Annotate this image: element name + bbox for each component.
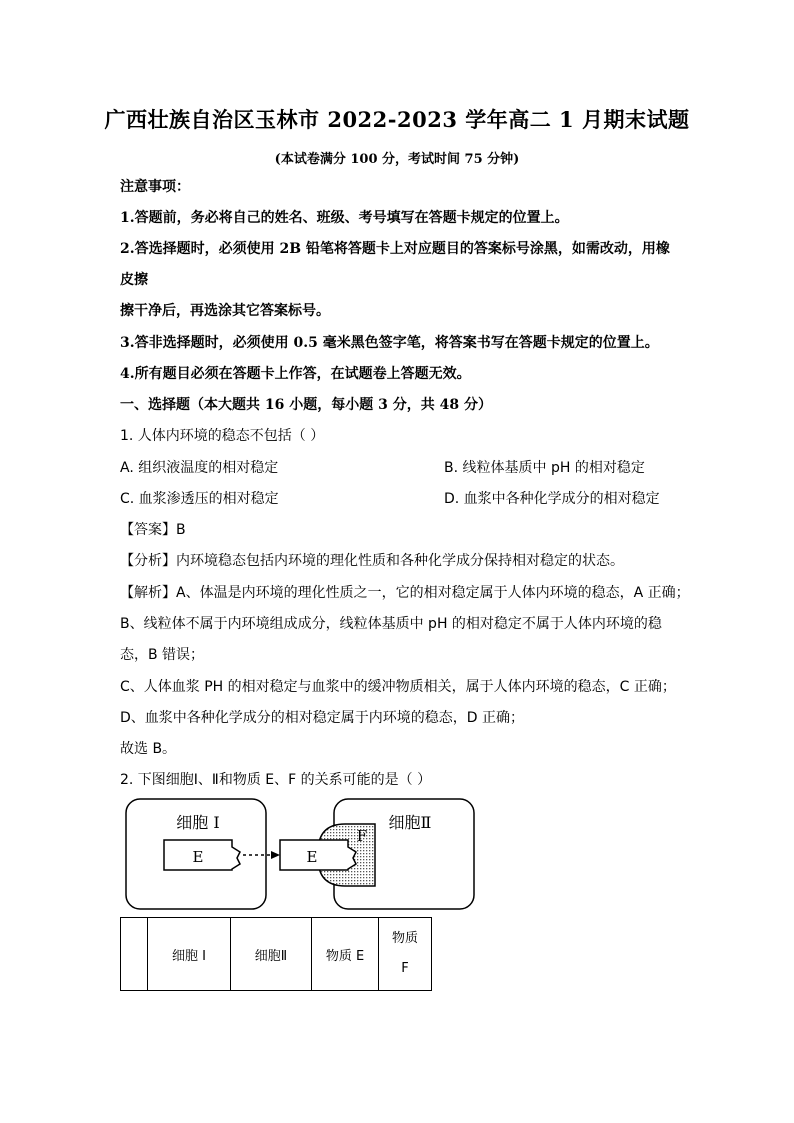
- page-subtitle: (本试卷满分 100 分，考试时间 75 分钟): [274, 152, 520, 167]
- notice-item: 皮擦: [120, 272, 148, 288]
- table-header-cell: 细胞Ⅱ: [231, 918, 312, 991]
- question-2-stem: 2. 下图细胞Ⅰ、Ⅱ和物质 E、F 的关系可能的是（ ）: [120, 772, 432, 788]
- question-1-option-a: A. 组织液温度的相对稳定: [120, 460, 279, 476]
- notice-item: 擦干净后，再选涂其它答案标号。: [120, 303, 330, 319]
- page-title: 广西壮族自治区玉林市 2022-2023 学年高二 1 月期末试题: [104, 107, 690, 132]
- table-header-cell: 细胞 I: [148, 918, 231, 991]
- question-1-explanation-line: 故选 B。: [120, 741, 177, 757]
- table-header-cell: 物质 E: [312, 918, 379, 991]
- notice-heading: 注意事项：: [120, 179, 190, 195]
- question-2-table: [120, 917, 432, 991]
- cell-1-label: 细胞 I: [176, 813, 220, 832]
- section-heading: 一、选择题（本大题共 16 小题，每小题 3 分，共 48 分）: [120, 397, 492, 413]
- table-header-row: [121, 918, 432, 991]
- substance-f-label: F: [356, 827, 368, 845]
- question-1-explanation-line: B、线粒体不属于内环境组成成分，线粒体基质中 pH 的相对稳定不属于人体内环境的稳: [120, 616, 662, 632]
- question-1-option-d: D. 血浆中各种化学成分的相对稳定: [444, 491, 660, 507]
- notice-item: 3.答非选择题时，必须使用 0.5 毫米黑色签字笔，将答案书写在答题卡规定的位置上。: [120, 335, 659, 351]
- question-1-analysis: 【分析】内环境稳态包括内环境的理化性质和各种化学成分保持相对稳定的状态。: [120, 553, 624, 569]
- question-1-explanation-line: 态，B 错误；: [120, 647, 205, 663]
- notice-item: 2.答选择题时，必须使用 2B 铅笔将答题卡上对应题目的答案标号涂黑，如需改动，用橡: [120, 241, 670, 257]
- substance-e-left-label: E: [192, 848, 204, 866]
- cell-2-label: 细胞Ⅱ: [388, 813, 432, 832]
- notice-item: 4.所有题目必须在答题卡上作答，在试题卷上答题无效。: [120, 366, 471, 382]
- substance-e-right-label: E: [306, 848, 318, 866]
- transport-arrow-head: [271, 851, 280, 859]
- cell-signal-diagram: [120, 796, 480, 914]
- question-1-option-b: B. 线粒体基质中 pH 的相对稳定: [444, 460, 645, 476]
- question-1-stem: 1. 人体内环境的稳态不包括（ ）: [120, 428, 325, 444]
- question-1-explanation-line: D、血浆中各种化学成分的相对稳定属于内环境的稳态，D 正确；: [120, 710, 525, 726]
- question-1-explanation-line: C、人体血浆 PH 的相对稳定与血浆中的缓冲物质相关，属于人体内环境的稳态，C 正确；: [120, 679, 676, 695]
- question-1-explanation-line: 【解析】A、体温是内环境的理化性质之一，它的相对稳定属于人体内环境的稳态，A 正确；: [120, 585, 690, 601]
- substance-e-right-shape: [280, 840, 356, 870]
- table-header-cell: 物质 F: [379, 918, 432, 991]
- notice-item: 1.答题前，务必将自己的姓名、班级、考号填写在答题卡规定的位置上。: [120, 210, 569, 226]
- question-1-option-c: C. 血浆渗透压的相对稳定: [120, 491, 279, 507]
- table-header-cell: [121, 918, 148, 991]
- question-1-answer: 【答案】B: [120, 522, 186, 538]
